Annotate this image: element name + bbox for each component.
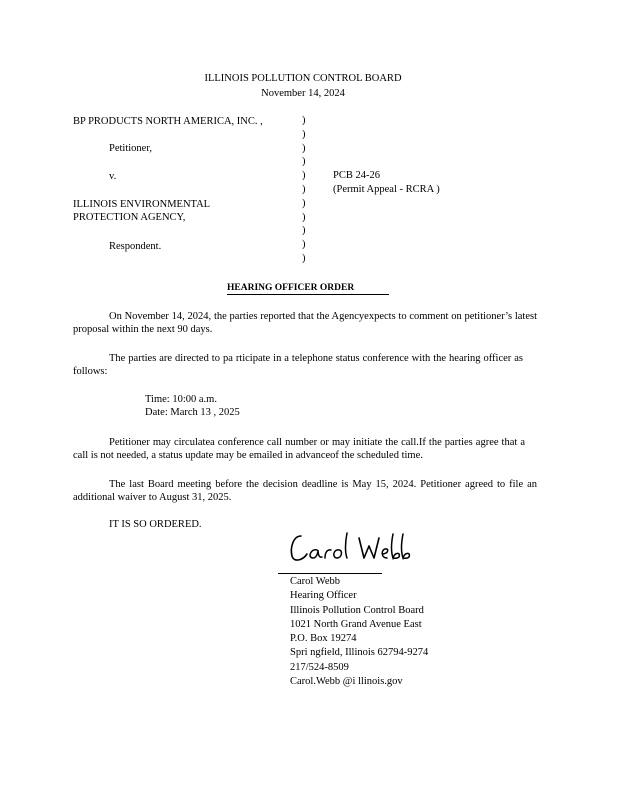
order-date: November 14, 2024 — [261, 88, 345, 99]
board-name: ILLINOIS POLLUTION CONTROL BOARD — [204, 73, 402, 84]
respondent-name-line1: ILLINOIS ENVIRONMENTAL — [73, 199, 211, 210]
paren: ) — [302, 225, 306, 237]
petitioner-name: BP PRODUCTS NORTH AMERICA, INC. , — [73, 116, 263, 127]
versus: v. — [109, 171, 117, 182]
signature-block — [290, 575, 428, 689]
paren: ) — [302, 183, 306, 195]
paragraph-deadline: The last Board meeting before the decision deadline is May 15, 2024. Petitioner agreed to file an additional waiver to August 31, 2025. — [73, 479, 537, 503]
respondent-name-line2: PROTECTION AGENCY, — [73, 212, 186, 223]
signer-street: 1021 North Grand Avenue East — [290, 618, 422, 630]
caption-parentheses — [302, 114, 312, 266]
paren: ) — [302, 156, 306, 168]
respondent-role: Respondent. — [109, 241, 162, 252]
paragraph-status: On November 14, 2024, the parties reported that the Agencyexpects to comment on petitioner’s latest proposal within the next 90 days. — [73, 311, 537, 335]
signer-org: Illinois Pollution Control Board — [290, 604, 424, 616]
paren: ) — [302, 128, 306, 140]
case-number: PCB 24-26 — [333, 170, 380, 181]
signer-title: Hearing Officer — [290, 590, 357, 602]
paren: ) — [302, 142, 306, 154]
paragraph-call: Petitioner may circulatea conference call number or may initiate the call.If the parties agree that a call is not needed, a status update may be emailed in advanceof the scheduled time. — [73, 437, 525, 461]
case-type: (Permit Appeal - RCRA ) — [333, 184, 440, 195]
signature-line — [278, 573, 382, 574]
paren: ) — [302, 252, 306, 264]
signer-city: Spri ngfield, Illinois 62794-9274 — [290, 647, 429, 659]
petitioner-role: Petitioner, — [109, 143, 153, 154]
handwritten-signature — [287, 528, 417, 568]
conference-time: Time: 10:00 a.m. — [145, 394, 217, 405]
signer-name: Carol Webb — [290, 576, 340, 587]
conference-date: Date: March 13 , 2025 — [145, 407, 240, 418]
paragraph-directive: The parties are directed to pa rticipate in a telephone status conference with the hearing officer as follows: — [73, 353, 523, 377]
paren: ) — [302, 115, 306, 126]
paren: ) — [302, 197, 306, 209]
signer-po-box: P.O. Box 19274 — [290, 633, 357, 645]
paren: ) — [302, 170, 306, 182]
paren: ) — [302, 239, 306, 251]
signer-email[interactable]: Carol.Webb @i llinois.gov — [290, 676, 403, 688]
closing-order: IT IS SO ORDERED. — [109, 519, 202, 530]
signer-phone: 217/524-8509 — [290, 661, 349, 673]
paren: ) — [302, 211, 306, 223]
order-title: HEARING OFFICER ORDER — [227, 283, 389, 295]
